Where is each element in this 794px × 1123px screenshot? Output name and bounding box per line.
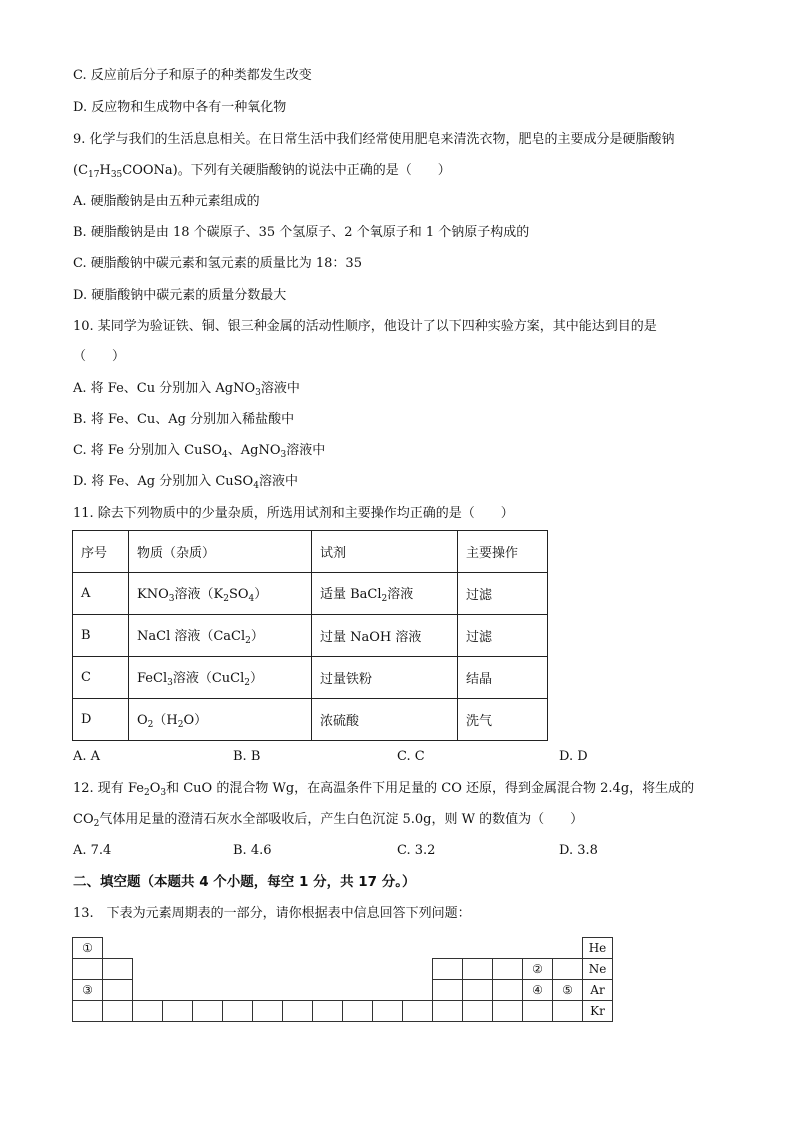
row-operation: 过滤 — [458, 615, 548, 657]
row-substance: NaCl 溶液（CaCl$_2$） — [129, 615, 312, 657]
row-reagent: 过量 NaOH 溶液 — [312, 615, 458, 657]
q12-stem-line2: $CO_2$气体用足量的澄清石灰水全部吸收后，产生白色沉淀 5.0g，则 W 的数值为（ ） — [73, 812, 584, 829]
q10-option-c-sub2: 3 — [280, 450, 287, 460]
q10-option-c-sub1: 4 — [222, 450, 228, 460]
row-substance: $KNO_3$溶液$(K_2SO_4)$ — [129, 573, 312, 615]
q11-option-b: B. B — [233, 749, 261, 764]
q10-stem-line1: 10. 某同学为验证铁、铜、银三种金属的活动性顺序，他设计了以下四种实验方案，其中能达到目的是 — [73, 319, 657, 334]
row-operation: 结晶 — [458, 657, 548, 699]
row-id: D — [73, 699, 129, 741]
table-row — [73, 573, 548, 615]
q9-stem-line2 — [73, 162, 451, 184]
table-row — [73, 657, 548, 699]
header-cell: 物质（杂质） — [129, 531, 312, 573]
q10-option-b: B. 将 Fe、Cu、Ag 分别加入稀盐酸中 — [73, 412, 295, 427]
q12-stem-line1: 12. 现有 $Fe_2O_3$和 CuO 的混合物 Wg，在高温条件下用足量的 CO 还原，得到金属混合物 2.4g，将生成的 — [73, 781, 695, 798]
row-reagent: 适量 BaCl$_2$溶液 — [312, 573, 458, 615]
row-operation: 洗气 — [458, 699, 548, 741]
q10-option-c — [73, 442, 325, 464]
row-substance: FeCl$_3$溶液（CuCl$_2$） — [129, 657, 312, 699]
q10-option-a — [73, 380, 300, 402]
q9-stem-line1: 9. 化学与我们的生活息息相关。在日常生活中我们经常使用肥皂来清洗衣物，肥皂的主要成分是硬脂酸钠 — [73, 132, 675, 147]
q12-option-c: C. 3.2 — [397, 843, 436, 858]
q11-impurity-table — [72, 530, 548, 741]
q10-option-c-text: C. 将 Fe 分别加入 CuSO — [73, 443, 223, 458]
q9-formula-c: COONa)。下列有关硬脂酸钠的说法中正确的是（ ） — [122, 163, 451, 178]
q11-option-a: A. A — [73, 749, 101, 764]
q10-option-a-tail: 溶液中 — [260, 381, 300, 396]
table-row — [73, 615, 548, 657]
q11-option-d: D. D — [559, 749, 588, 764]
pt-cell-mark-4: ④ — [523, 980, 553, 1001]
q9-option-b: B. 硬脂酸钠是由 18 个碳原子、35 个氢原子、2 个氧原子和 1 个钠原子构成的 — [73, 225, 530, 240]
pt-row-2 — [73, 959, 613, 980]
row-id: A — [73, 573, 129, 615]
table-row — [73, 699, 548, 741]
pt-row-1 — [73, 938, 613, 959]
q9-formula-sub1: 17 — [88, 170, 100, 180]
q10-option-a-text: A. 将 Fe、Cu 分别加入 AgNO — [73, 381, 256, 396]
section-heading: 二、填空题（本题共 4 个小题，每空 1 分，共 17 分。） — [73, 874, 416, 890]
header-cell: 主要操作 — [458, 531, 548, 573]
pt-cell-kr: Kr — [583, 1001, 613, 1022]
q10-option-c-mid: 、AgNO — [227, 443, 281, 458]
q11-option-c: C. C — [397, 749, 425, 764]
pt-cell-mark-2: ② — [523, 959, 553, 980]
q10-option-a-sub: 3 — [255, 388, 261, 398]
q12-option-a: A. 7.4 — [73, 843, 112, 858]
pt-cell-mark-3: ③ — [73, 980, 103, 1001]
q8-option-d: D. 反应物和生成物中各有一种氧化物 — [73, 100, 287, 115]
q12-option-b: B. 4.6 — [233, 843, 272, 858]
q9-option-c: C. 硬脂酸钠中碳元素和氢元素的质量比为 18：35 — [73, 256, 362, 271]
q10-option-d-text: D. 将 Fe、Ag 分别加入 CuSO — [73, 474, 254, 489]
row-reagent: 浓硫酸 — [312, 699, 458, 741]
pt-cell-mark-1: ① — [73, 938, 103, 959]
table-header-row — [73, 531, 548, 573]
q9-formula-b: H — [99, 163, 111, 178]
q10-option-c-tail: 溶液中 — [286, 443, 326, 458]
q8-option-c: C. 反应前后分子和原子的种类都发生改变 — [73, 68, 312, 83]
q11-options — [73, 748, 723, 766]
q10-stem-line2: （ ） — [73, 349, 126, 364]
row-substance: $O_2(H_2O)$ — [129, 699, 312, 741]
row-id: B — [73, 615, 129, 657]
q12-option-d: D. 3.8 — [559, 843, 598, 858]
q9-option-a: A. 硬脂酸钠是由五种元素组成的 — [73, 194, 260, 209]
row-id: C — [73, 657, 129, 699]
q12-options — [73, 842, 723, 860]
q10-option-d — [73, 473, 298, 495]
q10-option-d-sub: 4 — [253, 481, 259, 491]
periodic-table-fragment — [72, 937, 613, 1022]
row-operation: 过滤 — [458, 573, 548, 615]
q9-formula-sub2: 35 — [110, 170, 123, 180]
q9-formula-a: (C — [73, 163, 89, 178]
header-cell: 试剂 — [312, 531, 458, 573]
pt-cell-ne: Ne — [583, 959, 613, 980]
q9-option-d: D. 硬脂酸钠中碳元素的质量分数最大 — [73, 288, 287, 303]
q11-stem: 11. 除去下列物质中的少量杂质，所选用试剂和主要操作均正确的是（ ） — [73, 506, 514, 521]
q10-option-d-tail: 溶液中 — [258, 474, 298, 489]
row-reagent: 过量铁粉 — [312, 657, 458, 699]
pt-cell-ar: Ar — [583, 980, 613, 1001]
pt-cell-mark-5: ⑤ — [553, 980, 583, 1001]
pt-cell-he: He — [583, 938, 613, 959]
q13-stem: 13. 下表为元素周期表的一部分，请你根据表中信息回答下列问题： — [73, 906, 471, 921]
header-cell: 序号 — [73, 531, 129, 573]
pt-row-4 — [73, 1001, 613, 1022]
pt-row-3 — [73, 980, 613, 1001]
